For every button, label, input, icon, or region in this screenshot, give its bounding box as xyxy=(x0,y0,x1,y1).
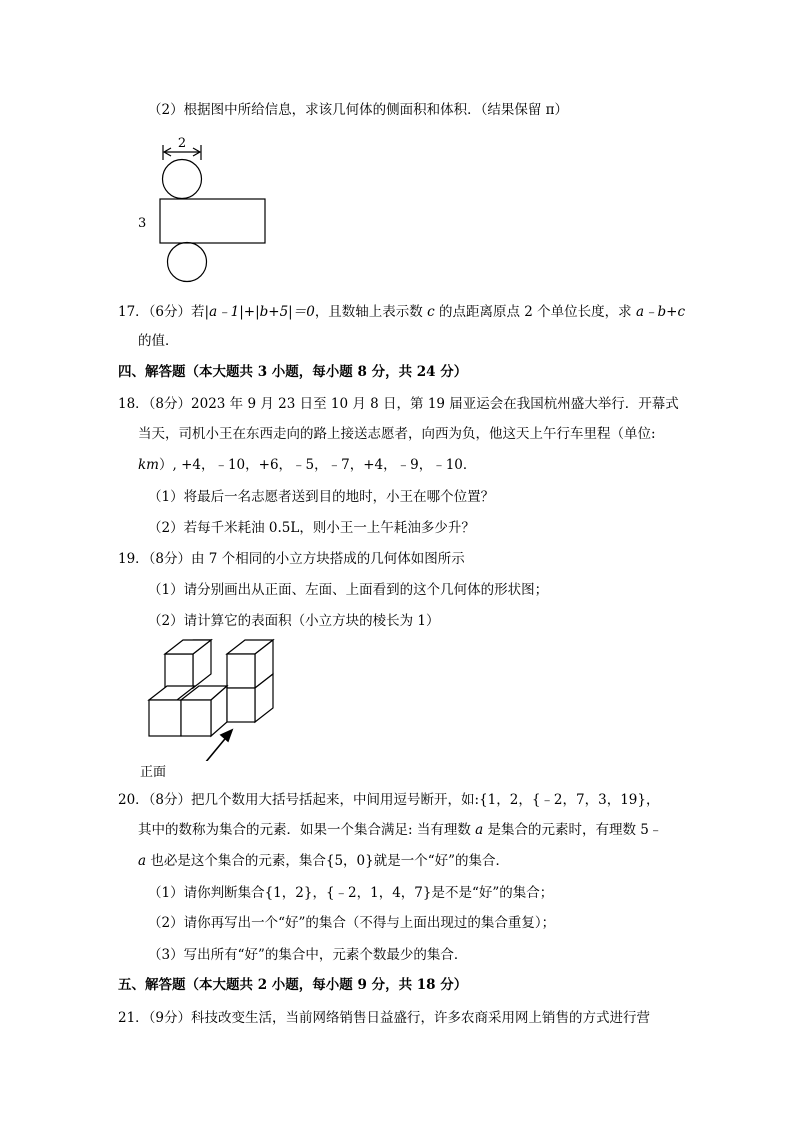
q19-part1: （1）请分别画出从正面、左面、上面看到的这个几何体的形状图； xyxy=(148,582,549,598)
q17-middle: ，且数轴上表示数 xyxy=(314,304,423,320)
lateral-rectangle xyxy=(160,199,265,243)
q20-var-a: a xyxy=(475,822,484,838)
q17-after-c: 的点距离原点 2 个单位长度，求 xyxy=(438,304,632,320)
q20-line3 xyxy=(138,851,509,871)
q18-line2: 当天，司机小王在东西走向的路上接送志愿者，向西为负，他这天上午行车里程（单位: xyxy=(138,426,656,442)
top-circle xyxy=(163,160,202,199)
q20-line3-var: a xyxy=(138,853,147,869)
front-label: 正面 xyxy=(140,765,167,780)
q20-part1: （1）请你判断集合{1，2}，{﹣2，1，4，7}是不是“好”的集合； xyxy=(148,885,554,901)
bottom-circle xyxy=(168,243,207,282)
q18-line3-rest: ）, +4，﹣10，+6，﹣5，﹣7，+4，﹣9，﹣10． xyxy=(158,457,477,473)
q20-part2: （2）请你再写出一个“好”的集合（不得与上面出现过的集合重复）； xyxy=(148,915,556,931)
q17-prefix: 17．（6分）若 xyxy=(118,304,205,320)
q20-line2-b: 是集合的元素时，有理数 5﹣ xyxy=(487,822,663,838)
q19-line1: 19．（8分）由 7 个相同的小立方块搭成的几何体如图所示 xyxy=(118,551,465,567)
q20-line2-a: 其中的数称为集合的元素．如果一个集合满足: 当有理数 xyxy=(138,822,471,838)
q17-var-c: c xyxy=(427,304,435,320)
section5-heading: 五、解答题（本大题共 2 小题，每小题 9 分，共 18 分） xyxy=(118,977,468,993)
q18-line1: 18．（8分）2023 年 9 月 23 日至 10 月 8 日，第 19 届亚运会在我国杭州盛大举行．开幕式 xyxy=(118,396,679,412)
cubes-figure xyxy=(135,636,295,761)
q19-part2: （2）请计算它的表面积（小立方块的棱长为 1） xyxy=(148,613,440,629)
cube-upper-left xyxy=(165,640,211,688)
q18-unit: km xyxy=(138,457,159,473)
cylinder-net-figure xyxy=(130,132,280,287)
q20-line1: 20．（8分）把几个数用大括号括起来，中间用逗号断开，如:{1，2，{﹣2，7，3，19}， xyxy=(118,792,660,808)
q20-part3: （3）写出所有“好”的集合中，元素个数最少的集合． xyxy=(148,947,468,963)
q17-line1 xyxy=(118,302,685,322)
q17-line2: 的值． xyxy=(138,333,179,349)
q18-part2: （2）若每千米耗油 0.5L，则小王一上午耗油多少升？ xyxy=(148,520,475,536)
section4-heading: 四、解答题（本大题共 3 小题，每小题 8 分，共 24 分） xyxy=(118,364,468,380)
q21-line1: 21．（9分）科技改变生活，当前网络销售日益盛行，许多农商采用网上销售的方式进行营 xyxy=(118,1010,651,1026)
q17-target-expr: a﹣b+c xyxy=(635,304,686,320)
q18-part1: （1）将最后一名志愿者送到目的地时，小王在哪个位置？ xyxy=(148,489,495,505)
height-label: 3 xyxy=(138,216,147,231)
q17-abs-expr: |a﹣1|+|b+5|＝0 xyxy=(204,304,315,320)
q16-part2: （2）根据图中所给信息，求该几何体的侧面积和体积．（结果保留 π） xyxy=(148,102,569,118)
q20-line3-rest: 也必是这个集合的元素，集合{5，0}就是一个“好”的集合． xyxy=(150,853,510,869)
q20-line2 xyxy=(138,820,662,840)
cube-lower-middle xyxy=(181,686,227,736)
width-label: 2 xyxy=(177,136,187,151)
q18-line3 xyxy=(138,455,476,475)
